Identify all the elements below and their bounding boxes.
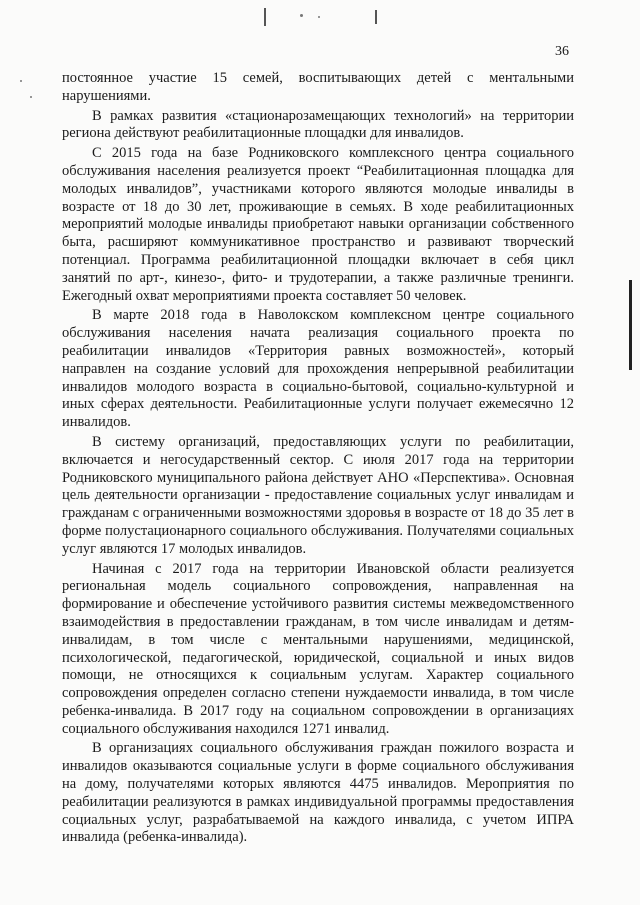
paragraph: В рамках развития «стационарозамещающих технологий» на территории региона действуют реабилитационные площадки для инвалидов. bbox=[62, 107, 574, 142]
scan-speck bbox=[20, 80, 22, 82]
paragraph: С 2015 года на базе Родниковского комплексного центра социального обслуживания населения реализуется проект “Реабилитационная площадка для молодых инвалидов”, участниками которого являются молодые инвалиды в возрасте от 18 до 30 лет, проживающие в семьях. В ходе реабилитационных мероприятий молодые инвалиды приобретают навыки организации собственного быта, расширяют коммуникативное пространство и развивают творческий потенциал. Программа реабилитационной площадки включает в себя цикл занятий по арт-, кинезо-, фито- и трудотерапии, а также различные тренинги. Ежегодный охват мероприятиями проекта составляет 50 человек. bbox=[62, 145, 574, 304]
paragraph: В марте 2018 года в Наволокском комплексном центре социального обслуживания населения начата реализация социального проекта по реабилитации инвалидов «Территория равных возможностей», который направлен на создание условий для прохождения непрерывной реабилитации инвалидов молодого возраста в социально-бытовой, социально-культурной и иных сферах деятельности. Реабилитационные услуги получает ежемесячно 12 инвалидов. bbox=[62, 307, 574, 431]
paragraph: В организациях социального обслуживания граждан пожилого возраста и инвалидов оказываются социальные услуги в форме социального обслуживания на дому, получателями которых являются 4475 инвалидов. Мероприятия по реабилитации реализуются в рамках индивидуальной программы предоставления социальных услуг, разрабатываемой на каждого инвалида, с учетом ИПРА инвалида (ребенка-инвалида). bbox=[62, 740, 574, 846]
scan-speck bbox=[318, 16, 320, 18]
scan-edge-bar bbox=[629, 280, 632, 370]
paragraph: В систему организаций, предоставляющих услуги по реабилитации, включается и негосударственный сектор. С июля 2017 года на территории Родниковского муниципального района действует АНО «Перспектива». Основная цель деятельности организации - предоставление социальных услуг инвалидам и гражданам с ограниченными возможностями здоровья в возрасте от 18 до 35 лет в форме полустационарного социального обслуживания. Получателями социальных услуг являются 17 молодых инвалидов. bbox=[62, 433, 574, 557]
scan-mark-left bbox=[264, 8, 266, 26]
page-number: 36 bbox=[555, 44, 569, 59]
document-body bbox=[62, 70, 574, 847]
scan-mark-right bbox=[375, 10, 377, 24]
paragraph: Начиная с 2017 года на территории Ивановской области реализуется региональная модель социального сопровождения, направленная на формирование и обеспечение устойчивого развития системы межведомственного взаимодействия в предоставлении гражданам, в том числе инвалидам и детям-инвалидам, в том числе с ментальными нарушениями, медицинской, психологической, педагогической, юридической, социальной и иных видов помощи, не относящихся к социальным услугам. Характер социального сопровождения определен согласно степени нуждаемости инвалида, в том числе ребенка-инвалида. В 2017 году на социальном сопровождении в организациях социального обслуживания находился 1271 инвалид. bbox=[62, 560, 574, 737]
scan-speck bbox=[30, 96, 32, 98]
scan-speck bbox=[300, 14, 303, 17]
paragraph: постоянное участие 15 семей, воспитывающих детей с ментальными нарушениями. bbox=[62, 70, 574, 104]
